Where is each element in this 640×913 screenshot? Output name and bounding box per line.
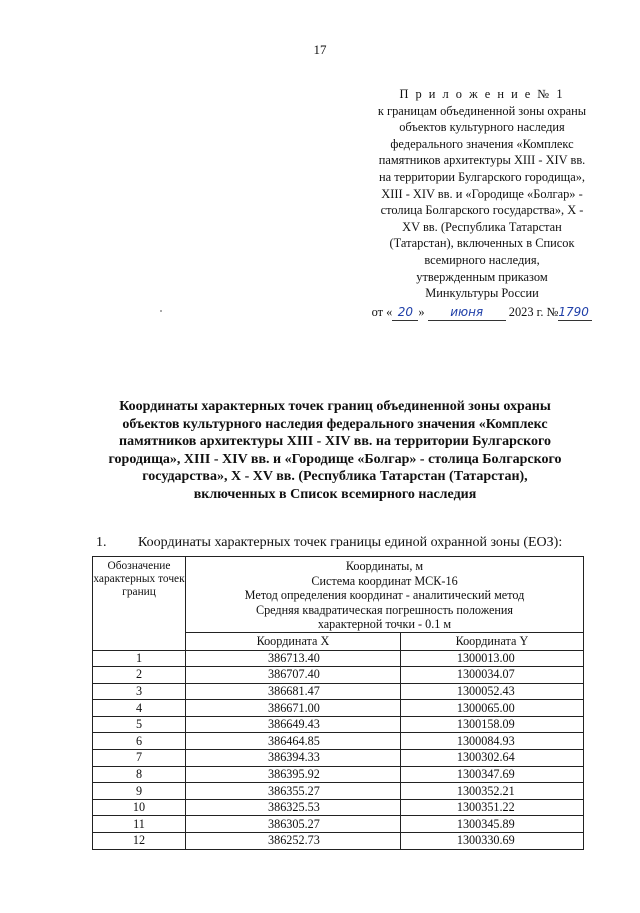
coord-y: 1300330.69 [400, 833, 583, 850]
appendix-line: столица Болгарского государства», X - [380, 203, 584, 218]
point-number: 4 [93, 700, 186, 717]
table-header-row [93, 557, 584, 633]
appendix-line: XV вв. (Республика Татарстан [402, 219, 562, 234]
table-row [93, 667, 584, 684]
coord-x: 386355.27 [186, 783, 401, 800]
coord-x: 386671.00 [186, 700, 401, 717]
handwritten-number: 1790 [558, 304, 592, 322]
document-title: Координаты характерных точек границ объединенной зоны охраны объектов культурного наследия федерального значения «Комплекс памятников архитектуры XIII - XIV вв. на территории Булгарского городища», XIII - XIV вв. и «Городище «Болгар» - столица Болгарского государства», X - XV вв. (Республика Татарстан (Татарстан), включенных в Список всемирного наследия [108, 399, 562, 502]
point-number: 5 [93, 716, 186, 733]
point-number: 11 [93, 816, 186, 833]
coord-x: 386395.92 [186, 766, 401, 783]
point-number: 8 [93, 766, 186, 783]
point-number: 7 [93, 750, 186, 767]
point-number: 6 [93, 733, 186, 750]
coord-y: 1300347.69 [400, 766, 583, 783]
coord-x: 386707.40 [186, 667, 401, 684]
table-row [93, 733, 584, 750]
order-line [362, 304, 602, 322]
handwritten-day: 20 [392, 304, 418, 322]
header-line: характерной точки - 0.1 м [317, 617, 452, 631]
appendix-line: всемирного наследия, [424, 252, 540, 267]
header-col-x: Координата X [186, 632, 401, 650]
header-coordinates [186, 557, 584, 633]
coord-y: 1300084.93 [400, 733, 583, 750]
table-row [93, 716, 584, 733]
order-prefix: от « [371, 304, 393, 319]
coord-y: 1300034.07 [400, 667, 583, 684]
coord-x: 386325.53 [186, 799, 401, 816]
coord-y: 1300345.89 [400, 816, 583, 833]
coord-x: 386713.40 [186, 650, 401, 667]
section-heading [96, 535, 596, 551]
table-row [93, 833, 584, 850]
point-number: 12 [93, 833, 186, 850]
table-row [93, 766, 584, 783]
coord-y: 1300065.00 [400, 700, 583, 717]
table-row [93, 816, 584, 833]
coordinates-table [92, 556, 584, 850]
header-line: Средняя квадратическая погрешность положения [255, 602, 514, 617]
point-number: 9 [93, 783, 186, 800]
page-number: 17 [313, 42, 327, 57]
appendix-block [362, 86, 602, 321]
handwritten-month: июня [428, 304, 506, 322]
order-year: 2023 г. [508, 304, 544, 319]
header-point-designation: Обозначение характерных точек границ [93, 557, 186, 651]
table-row [93, 783, 584, 800]
header-line: Система координат МСК-16 [311, 573, 458, 588]
coord-y: 1300013.00 [400, 650, 583, 667]
order-mid: » [418, 304, 425, 319]
appendix-line: памятников архитектуры XIII - XIV вв. [378, 153, 586, 168]
coord-y: 1300351.22 [400, 799, 583, 816]
table-row [93, 650, 584, 667]
table-row [93, 750, 584, 767]
point-number: 10 [93, 799, 186, 816]
coord-y: 1300352.21 [400, 783, 583, 800]
appendix-line: объектов культурного наследия [399, 120, 565, 135]
scan-speck [160, 310, 162, 312]
appendix-line: (Татарстан), включенных в Список [389, 236, 575, 251]
header-line: Координаты, м [345, 559, 424, 573]
coord-y: 1300302.64 [400, 750, 583, 767]
coord-x: 386681.47 [186, 683, 401, 700]
table-row [93, 799, 584, 816]
coord-y: 1300158.09 [400, 716, 583, 733]
table-row [93, 700, 584, 717]
appendix-line: XIII - XIV вв. и «Городище «Болгар» - [381, 186, 583, 201]
coord-y: 1300052.43 [400, 683, 583, 700]
appendix-line: к границам объединенной зоны охраны [377, 103, 587, 118]
header-line: Метод определения координат - аналитический метод [244, 588, 525, 602]
coord-x: 386252.73 [186, 833, 401, 850]
appendix-line: федерального значения «Комплекс [390, 136, 574, 151]
coord-x: 386394.33 [186, 750, 401, 767]
table-body [93, 650, 584, 849]
order-number-label: № [546, 304, 559, 319]
coord-x: 386305.27 [186, 816, 401, 833]
point-number: 3 [93, 683, 186, 700]
header-col-y: Координата Y [400, 632, 583, 650]
appendix-line: Минкультуры России [425, 286, 539, 301]
coord-x: 386649.43 [186, 716, 401, 733]
table-row [93, 683, 584, 700]
coord-x: 386464.85 [186, 733, 401, 750]
section-number: 1. [96, 535, 107, 550]
appendix-line: утвержденным приказом [416, 269, 548, 284]
section-title: Координаты характерных точек границы единой охранной зоны (ЕОЗ): [138, 535, 563, 550]
point-number: 2 [93, 667, 186, 684]
appendix-line: на территории Булгарского городища», [378, 169, 585, 184]
point-number: 1 [93, 650, 186, 667]
appendix-header: П р и л о ж е н и е № 1 [399, 87, 565, 101]
